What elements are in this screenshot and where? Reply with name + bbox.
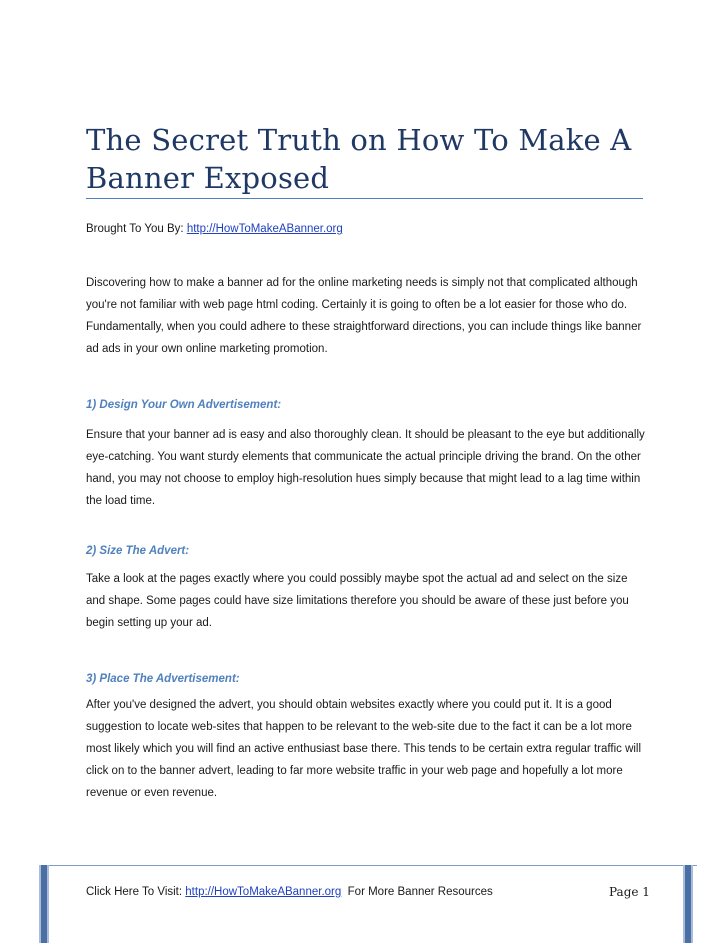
footer-left-bar — [41, 865, 47, 943]
footer-suffix: For More Banner Resources — [341, 886, 493, 898]
footer-right-bar — [685, 865, 691, 943]
byline — [86, 221, 343, 237]
byline-prefix: Brought To You By: — [86, 223, 187, 235]
section-3-body: After you've designed the advert, you should obtain websites exactly where you could put it. It is a good suggestion to locate web-sites that happen to be relevant to the web-site due to the fact it can be a lot more most likely which you will find an active enthusiast base there. This tends to be certain extra regular traffic will click on to the banner advert, leading to far more website traffic in your web page and hopefully a lot more revenue or even revenue. — [86, 699, 642, 799]
section-2-heading: 2) Size The Advert: — [86, 545, 190, 557]
section-2-body: Take a look at the pages exactly where you could possibly maybe spot the actual ad and select on the size and shape. Some pages could have size limitations therefore you should be aware of these just before you begin setting up your ad. — [86, 573, 629, 629]
page-footer — [39, 865, 697, 943]
section-1-body: Ensure that your banner ad is easy and also thoroughly clean. It should be pleasant to the eye but additionally eye-catching. You want sturdy elements that communicate the actual principle driving the brand. On the other hand, you may not choose to employ high-resolution hues simply because that might lead to a lag time within the load time. — [86, 429, 645, 507]
section-3-heading: 3) Place The Advertisement: — [86, 673, 240, 685]
footer-prefix: Click Here To Visit: — [86, 886, 186, 898]
footer-link[interactable]: http://HowToMakeABanner.org — [185, 886, 342, 898]
intro-paragraph: Discovering how to make a banner ad for the online marketing needs is simply not that complicated although you're not familiar with web page html coding. Certainly it is going to often be a lot easier for those who do. Fundamentally, when you could adhere to these straightforward directions, you can include things like banner ad ads in your own online marketing promotion. — [86, 277, 642, 355]
footer-rule — [39, 865, 697, 866]
byline-link[interactable]: http://HowToMakeABanner.org — [186, 223, 343, 235]
title-divider — [86, 198, 643, 199]
section-1-heading: 1) Design Your Own Advertisement: — [86, 399, 282, 411]
document-title: The Secret Truth on How To Make A Banner Exposed — [86, 123, 632, 195]
footer-text — [86, 884, 493, 900]
page-number: Page 1 — [609, 885, 650, 899]
